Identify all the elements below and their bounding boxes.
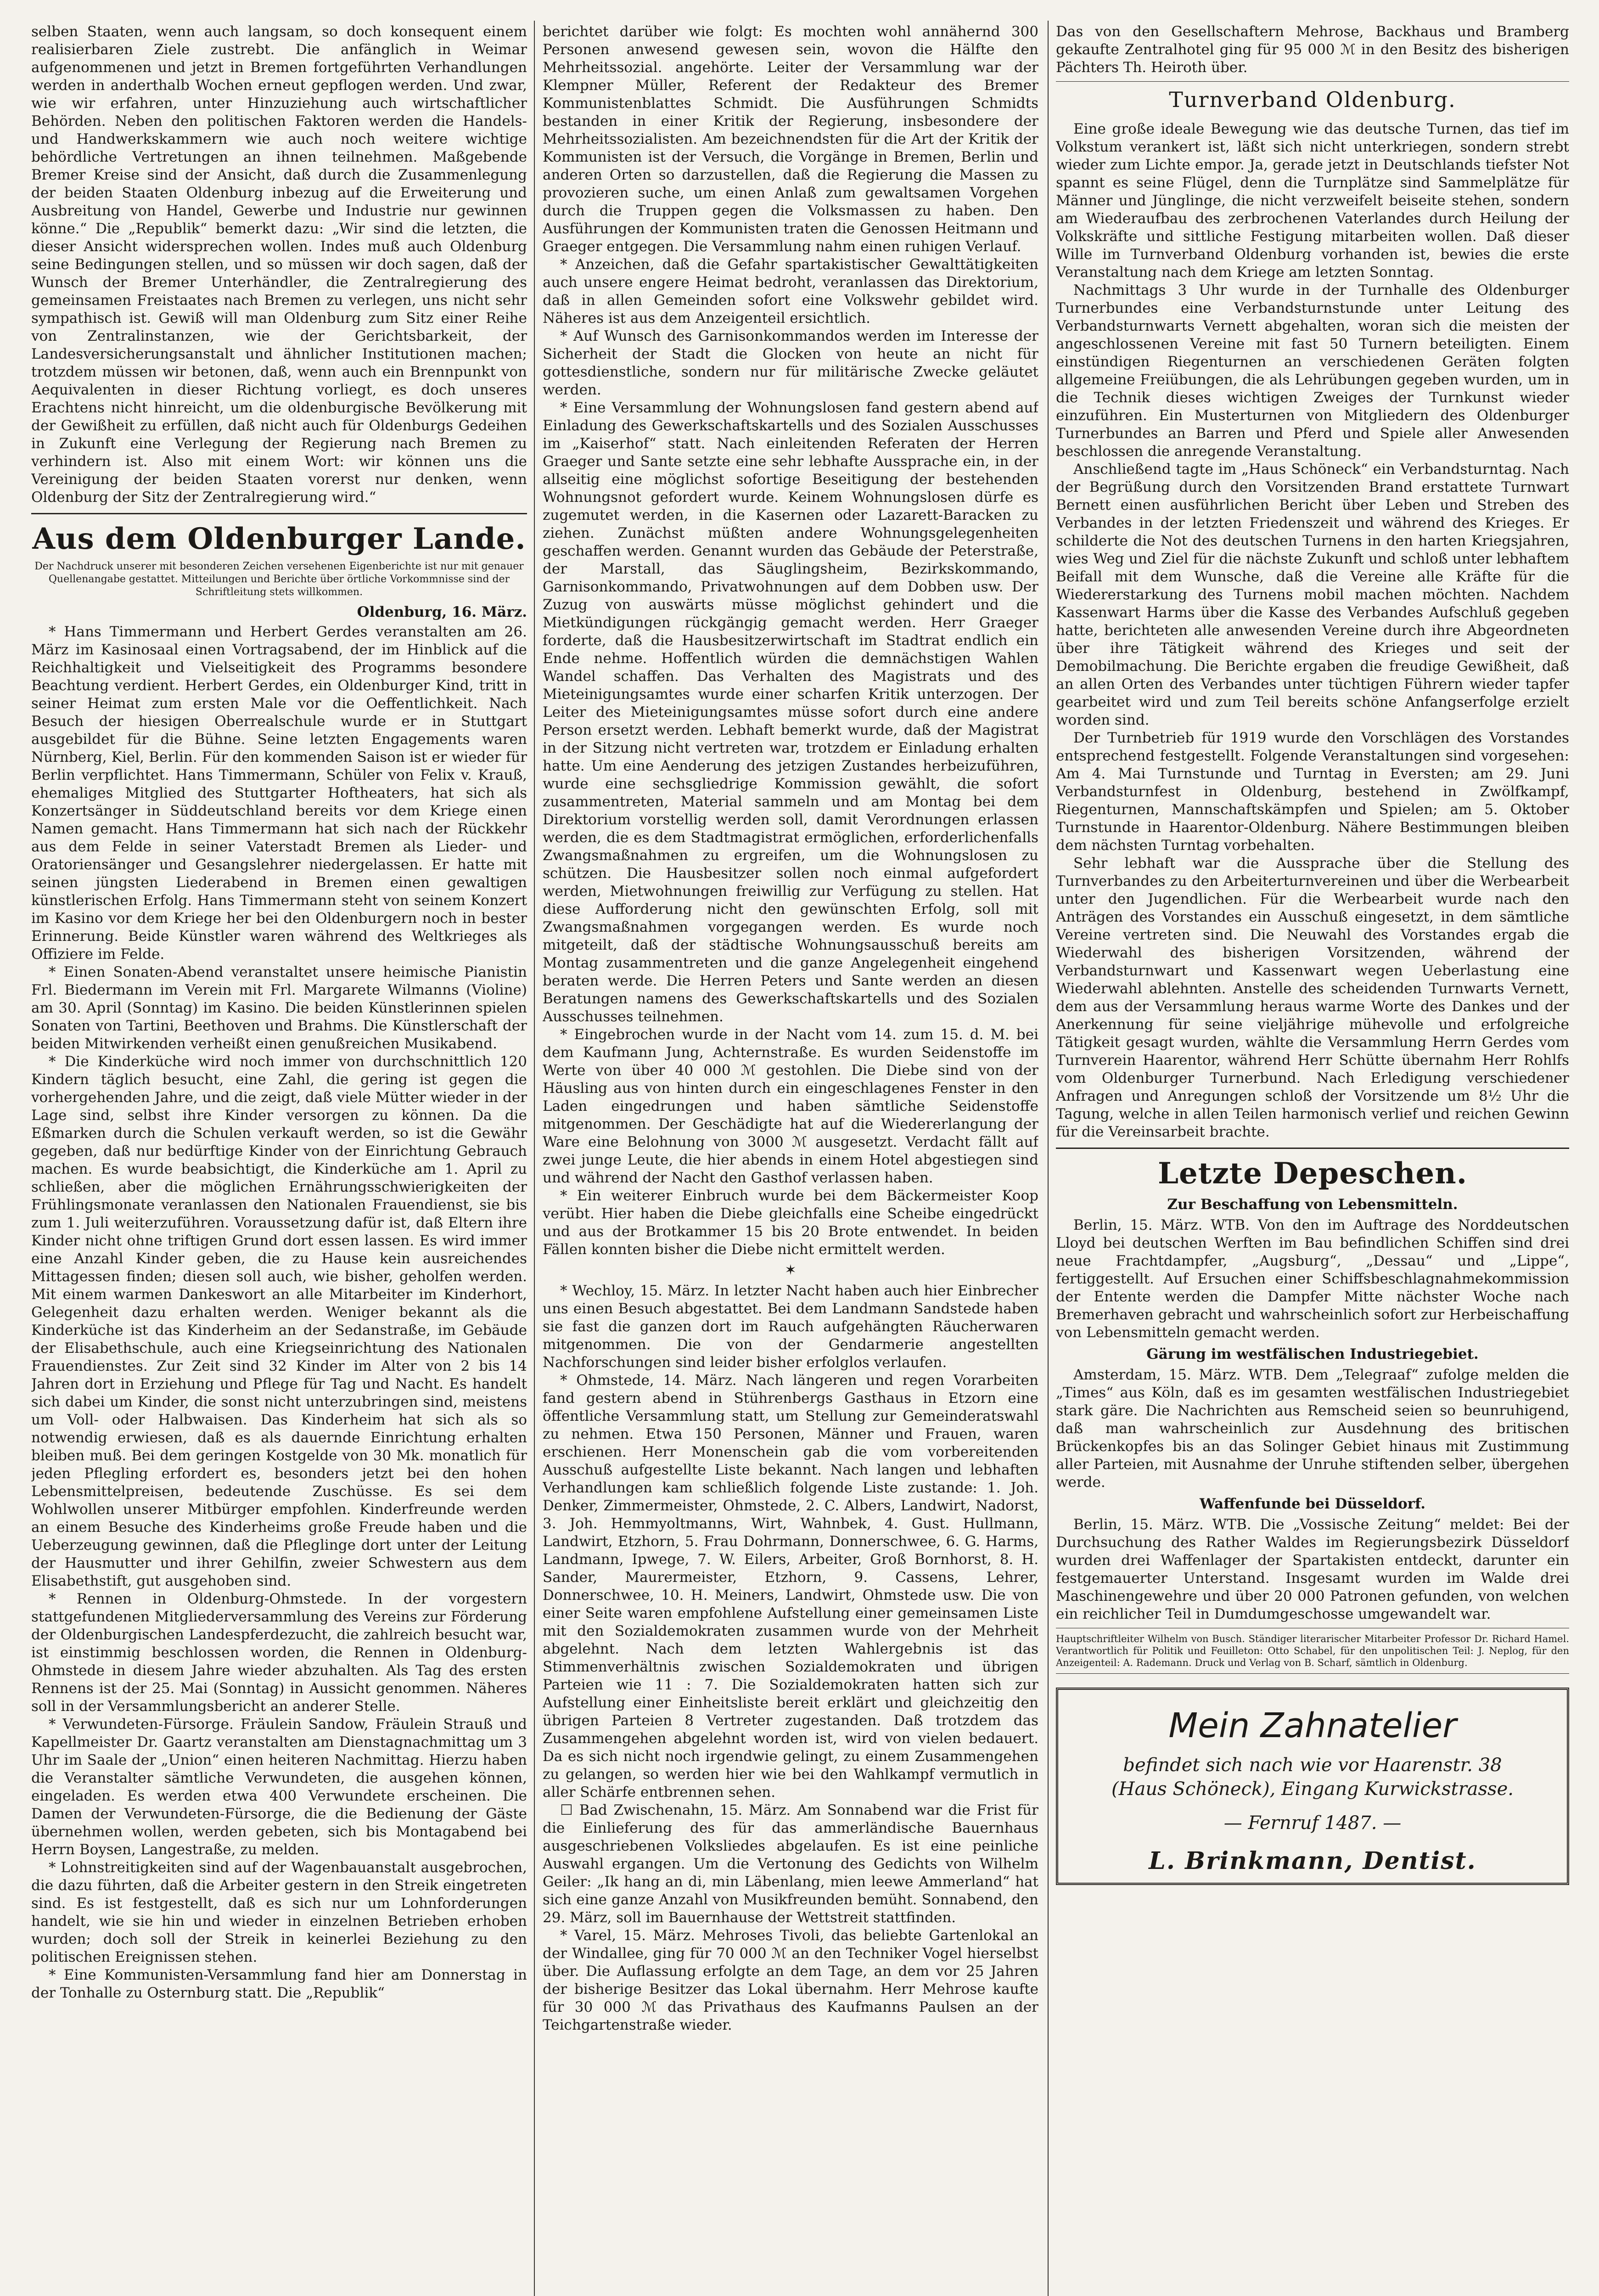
article-bad-zwischenahn: ☐ Bad Zwischenahn, 15. März. Am Sonnabend war die Frist für die Einlieferung des für das ammerländische Bauernhaus ausgeschriebenen Volksliedes abgelaufen. Es ist eine peinliche Auswahl ergangen. Um die Vertonung des Gedichts von Wilhelm Geiler: „Ik hang an di, min Läbenlang, mien leewe Ammerland“ hat sich eine ganze Anzahl von Musikfreunden bemüht. Sonnabend, den 29. März, soll im Bauernhause der Wettstreit stattfinden. [543, 1802, 1038, 1926]
advertisement-zahnatelier [1056, 1688, 1569, 1885]
article-continuation: berichtet darüber wie folgt: Es mochten wohl annähernd 300 Personen anwesend gewesen sein, wovon die Hälfte den Mehrheitssozial. angehörte. Leiter der Versammlung war der Klempner Müller, Referent der Redakteur des Bremer Kommunistenblattes Schmidt. Die Ausführungen Schmidts bestanden in einer Kritik der Regierung, insbesondere der Mehrheitssozialisten. Am bezeichnendsten für die Art der Kritik der Kommunisten ist der Versuch, die Vorgänge in Bremen, Berlin und anderen Orten so darzustellen, daß die Regierung die Massen zu provozieren suche, um einen Anlaß zum gewaltsamen Vorgehen durch die Truppen gegen die Volksmassen zu haben. Den Ausführungen der Kommunisten traten die Genossen Heitmann und Graeger entgegen. Die Versammlung nahm einen ruhigen Verlauf. [543, 23, 1038, 255]
article-turnverband-turntag: Anschließend tagte im „Haus Schöneck“ ein Verbandsturntag. Nach der Begrüßung durch den Vorsitzenden Brand erstattete Turnwart Bernett einen ausführlichen Bericht über Leben und Streben des Verbandes in der letzten Friedenszeit und während des Krieges. Er schilderte die Not des deutschen Turnens in den harten Kriegsjahren, wies Weg und Ziel für die nächste Zukunft und schloß unter lebhaftem Beifall mit dem Wunsche, daß die Vereine alle Kräfte für die Wiedererstarkung des Turnens mobil machen möchten. Nachdem Kassenwart Harms über die Kasse des Verbandes Aufschluß gegeben hatte, berichteten alle anwesenden Vereine durch ihre Abgeordneten über ihre Tätigkeit während des Krieges und seit der Demobilmachung. Die Berichte ergaben die freudige Gewißheit, daß an allen Orten des Verbandes unter tüchtigen Führern wieder tapfer gearbeitet wird und zum Teil bereits schöne Anfangserfolge erzielt worden sind. [1056, 461, 1569, 728]
separator-star: ✶ [785, 1262, 797, 1278]
article-einbruch-jung: * Eingebrochen wurde in der Nacht vom 14. zum 15. d. M. bei dem Kaufmann Jung, Achternstraße. Es wurden Seidenstoffe im Werte von über 40 000 ℳ gestohlen. Die Diebe sind von der Häusling aus von hinten durch ein eingeschlagenes Fenster in den Laden eingedrungen und haben sämtliche Seidenstoffe mitgenommen. Der Geschädigte hat auf die Wiedererlangung der Ware eine Belohnung von 3000 ℳ ausgesetzt. Verdacht fällt auf zwei junge Leute, die hier abends in einem Hotel abgestiegen sind und während der Nacht den Gasthof verlassen haben. [543, 1026, 1038, 1186]
article-garnisonkommando: * Auf Wunsch des Garnisonkommandos werden im Interesse der Sicherheit der Stadt die Glocken von heute an nicht für gottesdienstliche, sondern nur für militärische Zwecke geläutet werden. [543, 328, 1038, 398]
article-einbruch-koop: * Ein weiterer Einbruch wurde bei dem Bäckermeister Koop verübt. Hier haben die Diebe gleichfalls eine Scheibe eingedrückt und aus der Brotkammer 15 bis 20 Brote entwendet. In beiden Fällen konnten bisher die Diebe nicht ermittelt werden. [543, 1187, 1038, 1258]
column-rule [1048, 21, 1049, 2296]
article-continuation: selben Staaten, wenn auch langsam, so doch konsequent einem realisierbaren Ziele zustrebt. Die anfänglich in Weimar aufgenommenen und jetzt in Bremen fortgeführten Verhandlungen werden in anderthalb Wochen erneut gepflogen werden. Und zwar, wie wir erfahren, unter Hinzuziehung auch wirtschaftlicher Behörden. Neben den politischen Faktoren werden die Handels- und Handwerkskammern wie auch noch weitere wichtige behördliche Vertretungen an ihnen teilnehmen. Maßgebende Bremer Kreise sind der Ansicht, daß durch die Zusammenlegung der beiden Staaten Oldenburg inbezug auf die Erweiterung und Ausbreitung von Handel, Gewerbe und Industrie nur gewinnen könne.“ Die „Republik“ bemerkt dazu: „Wir sind die letzten, die dieser Ansicht widersprechen wollen. Indes muß auch Oldenburg seine Bedingungen stellen, und so müssen wir doch sagen, daß der Wunsch der Bremer Unterhändler, die Zentralregierung des gemeinsamen Freistaates nach Bremen zu verlegen, uns nicht sehr sympathisch ist. Gewiß will man Oldenburg zum Sitz einer Reihe von Zentralinstanzen, wie der Gerichtsbarkeit, der Landesversicherungsanstalt und ähnlicher Institutionen machen; trotzdem müssen wir betonen, daß, wenn auch ein Brennpunkt von Aequivalenten in dieser Richtung vorliegt, es doch unseres Erachtens nicht hinreicht, um die oldenburgische Bevölkerung mit der Gewißheit zu erfüllen, daß nicht auch für Oldenburgs Gedeihen in Zukunft eine Verlegung der Regierung nach Bremen zu verhindern ist. Also mit einem Wort: wir können uns die Vereinigung der beiden Staaten vorerst nur denken, wenn Oldenburg der Sitz der Zentralregierung wird.“ [31, 23, 527, 506]
article-industriegebiet: Amsterdam, 15. März. WTB. Dem „Telegraaf“ zufolge melden die „Times“ aus Köln, daß es im gesamten westfälischen Industriegebiet stark gäre. Die Nachrichten aus Remscheid seien so beunruhigend, daß man wahrscheinlich zur Ausdehnung des britischen Brückenkopfes bis an das Solinger Gebiet hinaus mit Zustimmung aller Parteien, mit Ausnahme der Unruhe stiftenden selber, übergehen werde. [1056, 1367, 1569, 1491]
ad-name: L. Brinkmann, Dentist. [1149, 1847, 1476, 1875]
imprint: Hauptschriftleiter Wilhelm von Busch. Ständiger literarischer Mitarbeiter Professor Dr. Richard Hamel. Verantwortlich für Politik und Feuilleton: Otto Schabel, für den unpolitischen Teil: J. Neplog, für den Anzeigenteil: A. Rademann. Druck und Verlag von B. Scharf, sämtlich in Oldenburg. [1056, 1633, 1569, 1668]
article-turnverband-turnstunde: Nachmittags 3 Uhr wurde in der Turnhalle des Oldenburger Turnerbundes eine Verbandsturnstunde unter Leitung des Verbandsturnwarts Vernett abgehalten, woran sich die meisten der angeschlossenen Vereine mit fast 50 Turnern beteiligten. Einem einstündigen Riegenturnen an verschiedenen Geräten folgten allgemeine Freiübungen, die als Lehrübungen gegeben wurden, um in die Technik dieses wichtigen Zweiges der Turnkunst wieder einzuführen. Ein Musterturnen von Mitgliedern des Oldenburger Turnerbundes an Barren und Pferd und Spiele aller Anwesenden beschlossen die anregende Veranstaltung. [1056, 282, 1569, 460]
article-turnverband-intro: Eine große ideale Bewegung wie das deutsche Turnen, das tief im Volkstum verankert ist, läßt sich nicht unterkriegen, sondern strebt wieder zum Lichte empor. Ja, gerade jetzt in Deutschlands tiefster Not spannt es seine Flügel, denn die Turnplätze sind Sammelplätze für Männer und Jünglinge, die nicht verzweifelt beiseite stehen, sondern am Wiederaufbau des zerbrochenen Vaterlandes durch Heilung der Volkskräfte und sittliche Festigung mitarbeiten wollen. Daß dieser Wille im Turnverband Oldenburg vorhanden ist, bewies die erste Veranstaltung nach dem Kriege am letzten Sonntag. [1056, 121, 1569, 281]
article-ohmstede: * Ohmstede, 14. März. Nach längeren und regen Vorarbeiten fand gestern abend in Stührenbergs Gasthaus in Etzorn eine öffentliche Versammlung statt, um Stellung zur Gemeinderatswahl zu nehmen. Etwa 150 Personen, Männer und Frauen, waren erschienen. Herr Monenschein gab die vom vorbereitenden Ausschuß aufgestellte Liste bekannt. Nach langen und lebhaften Verhandlungen kam schließlich folgende Liste zustande: 1. Joh. Denker, Zimmermeister, Ohmstede, 2. C. Albers, Landwirt, Nadorst, 3. Joh. Hemmyoltmanns, Wirt, Wahnbek, 4. Gust. Hullmann, Landwirt, Etzhorn, 5. Frau Dohrmann, Donnerschwee, 6. G. Harms, Landmann, Ipwege, 7. W. Eilers, Arbeiter, Groß Bornhorst, 8. H. Sander, Maurermeister, Etzhorn, 9. Cassens, Lehrer, Donnerschwee, 10. H. Meiners, Landwirt, Ohmstede usw. Die von einer Seite waren empfohlene Aufstellung einer gemeinsamen Liste mit den Sozialdemokraten zusammen wurde von der Mehrheit abgelehnt. Nach dem letzten Wahlergebnis ist das Stimmenverhältnis zwischen Sozialdemokraten und übrigen Parteien wie 11 : 7. Die Sozialdemokraten hatten sich zur Aufstellung einer Einheitsliste bereit erklärt und gleichzeitig den übrigen Parteien 8 Vertreter zugestanden. Daß trotzdem das Zusammengehen abgelehnt worden ist, wird von vielen bedauert. Da es sich nicht noch irgendwie gelingt, zu einem Zusammengehen zu gelangen, so werden hier wie bei den Wahlkampf vermutlich in aller Schärfe entbrennen sehen. [543, 1372, 1038, 1801]
dateline: Oldenburg, 16. März. [357, 604, 527, 620]
section-divider [1056, 1148, 1569, 1149]
ad-title: Mein Zahnatelier [1168, 1706, 1457, 1745]
article-continuation: Das von den Gesellschaftern Mehrose, Backhaus und Bramberg gekaufte Zentralhotel ging für 95 000 ℳ in den Besitz des bisherigen Pächters Th. Heiroth über. [1056, 23, 1569, 76]
article-varel: * Varel, 15. März. Mehroses Tivoli, das beliebte Gartenlokal an der Windallee, ging für 70 000 ℳ an den Techniker Vogel hierselbst über. Die Auflassung erfolgte an dem Tage, an dem vor 25 Jahren der bisherige Besitzer das Lokal übernahm. Herr Mehrose kaufte für 30 000 ℳ das Privathaus des Kaufmanns Paulsen an der Teichgartenstraße wieder. [543, 1927, 1038, 2033]
subheading: Waffenfunde bei Düsseldorf. [1199, 1496, 1426, 1512]
article-gewalttaetigkeiten: * Anzeichen, daß die Gefahr spartakistischer Gewalttätigkeiten auch unsere engere Heimat bedroht, veranlassen das Direktorium, daß in allen Gemeinden sofort eine Volkswehr gebildet wird. Näheres ist aus dem Anzeigenteil ersichtlich. [543, 256, 1038, 326]
column-2 [543, 23, 1038, 2296]
ad-phone: — Fernruf 1487. — [1223, 1812, 1402, 1834]
article-wechloy: * Wechloy, 15. März. In letzter Nacht haben auch hier Einbrecher uns einen Besuch abgestattet. Bei dem Landmann Sandstede haben sie fast die ganzen dort im Rauch aufgehängten Räucherwaren mitgenommen. Die von der Gendarmerie angestellten Nachforschungen sind leider bisher erfolglos verlaufen. [543, 1283, 1038, 1371]
section-divider [31, 513, 527, 514]
article-wohnungslose: * Eine Versammlung der Wohnungslosen fand gestern abend auf Einladung des Gewerkschaftskartells und des Sozialen Ausschusses im „Kaiserhof“ statt. Nach einleitenden Referaten der Herren Graeger und Sante setzte eine sehr lebhafte Aussprache ein, in der allseitig eine möglichst sofortige Beseitigung der bestehenden Wohnungsnot gefordert wurde. Keinem Wohnungslosen dürfe es zugemutet werden, in die Kasernen oder Lazarett-Baracken zu ziehen. Zunächst müßten andere Wohnungsgelegenheiten geschaffen werden. Genannt wurden das Gebäude der Peterstraße, der Marstall, das Säuglingsheim, Bezirkskommando, Garnisonkommando, Privatwohnungen auf dem Dobben usw. Der Zuzug von auswärts müsse möglichst gehindert und die Mietkündigungen rückgängig gemacht werden. Herr Graeger forderte, daß die Hausbesitzerwirtschaft im Stadtrat endlich ein Ende nehme. Hoffentlich würden die demnächstigen Wahlen Wandel schaffen. Das Verhalten des Magistrats und des Mieteinigungsamtes wurde einer scharfen Kritik unterzogen. Der Leiter des Mieteinigungsamtes müsse sofort durch eine andere Person ersetzt werden. Lebhaft bemerkt wurde, daß der Magistrat in der Sitzung nicht vertreten war, trotzdem er Einladung erhalten hatte. Um eine Aenderung des jetzigen Zustandes herbeizuführen, wurde eine sechsgliedrige Kommission gewählt, die sofort zusammentreten, Material sammeln und am Montag bei dem Direktorium vorstellig werden soll, damit Verordnungen erlassen werden, die es dem Stadtmagistrat ermöglichen, erforderlichenfalls Zwangsmaßnahmen zu ergreifen, um die Wohnungslosen zu schützen. Die Hausbesitzer sollen noch einmal aufgefordert werden, Mietwohnungen freiwillig zur Verfügung zu stellen. Hat diese Aufforderung nicht den gewünschten Erfolg, soll mit Zwangsmaßnahmen vorgegangen werden. Es wurde noch mitgeteilt, daß der städtische Wohnungsausschuß bereits am Montag zusammentreten und die ganze Angelegenheit eingehend beraten werde. Die Herren Peters und Sante werden an diesen Beratungen namens des Gewerkschaftskartells und des Sozialen Ausschusses teilnehmen. [543, 400, 1038, 1025]
article-lebensmittel: Berlin, 15. März. WTB. Von den im Auftrage des Norddeutschen Lloyd bei deutschen Werften im Bau befindlichen Schiffen sind drei neue Frachtdampfer, „Augsburg“, „Dessau“ und „Lippe“, fertiggestellt. Auf Ersuchen einer Schiffsbeschlagnahmekommission der Entente werden die Dampfer Mitte nächster Woche nach Bremerhaven gebracht und wahrscheinlich sofort zur Herbeischaffung von Lebensmitteln gemacht werden. [1056, 1217, 1569, 1341]
article-verwundeten-fuersorge: * Verwundeten-Fürsorge. Fräulein Sandow, Fräulein Strauß und Kapellmeister Dr. Gaartz veranstalten am Dienstagnachmittag um 3 Uhr im Saale der „Union“ einen heiteren Nachmittag. Hierzu haben die Veranstalter sämtliche Verwundeten, die ausgehen können, eingeladen. Es werden etwa 400 Verwundete erscheinen. Die Damen der Verwundeten-Fürsorge, die die Bedienung der Gäste übernehmen wollen, werden gebeten, sich bis Montagabend bei Herrn Boysen, Langestraße, zu melden. [31, 1716, 527, 1858]
subheading: Gärung im westfälischen Industriegebiet. [1146, 1346, 1479, 1362]
article-turnverband-aussprache: Sehr lebhaft war die Aussprache über die Stellung des Turnverbandes zu den Arbeiterturnvereinen und über die Werbearbeit unter den Jugendlichen. Für die Werbearbeit wurde nach den Anträgen des Vorstandes ein Ausschuß eingesetzt, in dem sämtliche Vereine vertreten sind. Die Neuwahl des Vorstandes ergab die Wiederwahl des bisherigen Vorsitzenden, während der Verbandsturnwart und Kassenwart wegen Ueberlastung eine Wiederwahl ablehnten. Anstelle des scheidenden Turnwarts Vernett, dem aus der Versammlung heraus warme Worte des Dankes und der Anerkennung für seine vieljährige mühevolle und erfolgreiche Tätigkeit gesagt wurden, wählte die Versammlung Herrn Gerdes vom Turnverein Haarentor, während Herr Schütte übernahm Herr Rohlfs vom Oldenburger Turnerbund. Nach Erledigung verschiedener Anfragen und Anregungen schloß der Vorsitzende um 8½ Uhr die Tagung, welche in allen Teilen harmonisch verlief und reichen Gewinn für die Vereinsarbeit brachte. [1056, 855, 1569, 1140]
article-kinderkueche: * Die Kinderküche wird noch immer von durchschnittlich 120 Kindern täglich besucht, eine Zahl, die gering ist gegen die vorhergehenden Jahre, und die zeigt, daß viele Mütter wieder in der Lage sind, selbst ihre Kinder versorgen zu können. Da die Eßmarken durch die Schulen verkauft werden, so ist die Gewähr gegeben, daß nur bedürftige Kinder von der Einrichtung Gebrauch machen. Es wurde beabsichtigt, die Kinderküche am 1. April zu schließen, aber die möglichen Ernährungsschwierigkeiten der Frühlingsmonate veranlassen den Nationalen Frauendienst, sie bis zum 1. Juli weiterzuführen. Voraussetzung dafür ist, daß Eltern ihre Kinder nicht ohne triftigen Grund dort essen lassen. Es wird immer eine Anzahl Kinder geben, die zu Hause kein ausreichendes Mittagessen finden; diesen soll auch, wie bisher, geholfen werden. Mit einem warmen Dankeswort an alle Mitarbeiter im Kinderhort, Gelegenheit dazu erhalten werden. Weniger bekannt als die Kinderküche ist das Kinderheim an der Sedanstraße, im Gebäude der Elisabethschule, auch eine Kriegseinrichtung des Nationalen Frauendienstes. Zur Zeit sind 32 Kinder im Alter von 2 bis 14 Jahren dort in Erziehung und Pflege für Tag und Nacht. Es handelt sich dabei um Kinder, die sonst nicht unterzubringen sind, meistens um Voll- oder Halbwaisen. Das Kinderheim hat sich als so notwendig erwiesen, daß es als dauernde Einrichtung erhalten bleiben muß. Bei dem geringen Kostgelde von 30 Mk. monatlich für jeden Pflegling erfordert es, besonders jetzt bei den hohen Lebensmittelpreisen, bedeutende Zuschüsse. Es sei dem Wohlwollen unserer Mitbürger empfohlen. Kinderfreunde werden an einem Besuche des Kinderheims große Freude haben und die Ueberzeugung gewinnen, daß die Pfleglinge dort unter der Leitung der Hausmutter und ihrer Gehilfin, zweier Schwestern aus dem Elisabethstift, gut ausgehoben sind. [31, 1053, 527, 1589]
column-1 [31, 23, 527, 2296]
ad-address-line: befindet sich nach wie vor Haarenstr. 38 [1123, 1755, 1502, 1776]
column-rule [534, 21, 535, 2296]
column-3 [1056, 23, 1569, 2296]
section-divider [1056, 81, 1569, 82]
section-title-depeschen: Letzte Depeschen. [1158, 1156, 1467, 1191]
section-title-turnverband: Turnverband Oldenburg. [1169, 87, 1456, 112]
article-vortragsabend: * Hans Timmermann und Herbert Gerdes veranstalten am 26. März im Kasinosaal einen Vortragsabend, der im Hinblick auf die Reichhaltigkeit und Vielseitigkeit des Programms besondere Beachtung verdient. Herbert Gerdes, ein Oldenburger Kind, tritt in seiner Heimat zum ersten Male vor die Oeffentlichkeit. Nach Besuch der hiesigen Oberrealschule wurde er in Stuttgart ausgebildet für die Bühne. Seine letzten Engagements waren Nürnberg, Kiel, Berlin. Für den kommenden Saison ist er wieder für Berlin verpflichtet. Hans Timmermann, Schüler von Felix v. Krauß, ehemaliges Mitglied des Stuttgarter Hoftheaters, hat sich als Konzertsänger in Süddeutschland bereits vor dem Kriege einen Namen gemacht. Hans Timmermann hat sich nach der Rückkehr aus dem Felde in seiner Vaterstadt Bremen als Lieder- und Oratoriensänger und Gesangslehrer niedergelassen. Er hatte mit seinen jüngsten Liederabend in Bremen einen gewaltigen künstlerischen Erfolg. Hans Timmermann steht von seinem Konzert im Kasino vor dem Kriege her bei den Oldenburgern noch in bester Erinnerung. Beide Künstler waren während des Weltkrieges als Offiziere im Felde. [31, 624, 527, 962]
ad-address-line: (Haus Schöneck), Eingang Kurwickstrasse. [1111, 1778, 1514, 1800]
section-divider [1056, 1673, 1569, 1674]
article-waffenfunde: Berlin, 15. März. WTB. Die „Vossische Zeitung“ meldet: Bei der Durchsuchung des Rather Waldes im Regierungsbezirk Düsseldorf wurden drei Waffenlager der Spartakisten entdeckt, darunter ein festgemauerter Unterstand. Insgesamt wurden im Walde drei Maschinengewehre und über 20 000 Patronen gefunden, von welchen ein reichlicher Teil in Dumdumgeschosse umgewandelt war. [1056, 1516, 1569, 1622]
article-lohnstreitigkeiten: * Lohnstreitigkeiten sind auf der Wagenbauanstalt ausgebrochen, die dazu führten, daß die Arbeiter gestern in den Streik eingetreten sind. Es ist festgestellt, daß es sich nur um Lohnforderungen handelt, wie sie hin und wieder in einzelnen Betrieben erhoben wurden; doch soll der Streik in keinerlei Beziehung zu den politischen Ereignissen stehen. [31, 1859, 527, 1965]
section-title: Aus dem Oldenburger Lande. [32, 522, 526, 556]
article-turnverband-turnbetrieb: Der Turnbetrieb für 1919 wurde den Vorschlägen des Vorstandes entsprechend festgestellt. Folgende Veranstaltungen sind vorgesehen: Am 4. Mai Turnstunde und Turntag in Eversten; am 29. Juni Verbandsturnfest in Oldenburg, bestehend in Zwölfkampf, Riegenturnen, Mannschaftskämpfen und Spielen; am 5. Oktober Turnstunde in Haarentor-Oldenburg. Nähere Bestimmungen bleiben dem nächsten Turntag vorbehalten. [1056, 730, 1569, 854]
subheading: Zur Beschaffung von Lebensmitteln. [1167, 1196, 1458, 1213]
article-sonaten-abend: * Einen Sonaten-Abend veranstaltet unsere heimische Pianistin Frl. Biedermann im Verein mit Frl. Margarete Wilmanns (Violine) am 30. April (Sonntag) im Kasino. Die beiden Künstlerinnen spielen Sonaten von Tartini, Beethoven und Brahms. Die Künstlerschaft der beiden Mitwirkenden verheißt einen genußreichen Musikabend. [31, 964, 527, 1052]
article-rennen: * Rennen in Oldenburg-Ohmstede. In der vorgestern stattgefundenen Mitgliederversammlung des Vereins zur Förderung der Oldenburgischen Landespferdezucht, die zahlreich besucht war, ist einstimmig beschlossen worden, die Rennen in Oldenburg-Ohmstede in diesem Jahre wieder abzuhalten. Als Tag des ersten Rennens ist der 25. Mai (Sonntag) in Aussicht genommen. Näheres soll in der Versammlungsbericht an anderer Stelle. [31, 1591, 527, 1715]
article-kommunisten-versammlung: * Eine Kommunisten-Versammlung fand hier am Donnerstag in der Tonhalle zu Osternburg statt. Die „Republik“ [31, 1967, 527, 2001]
reprint-note: Der Nachdruck unserer mit besonderen Zeichen versehenen Eigenberichte ist nur mit genauer Quellenangabe gestattet. Mitteilungen und Berichte über örtliche Vorkommnisse sind der Schriftleitung stets willkommen. [34, 561, 524, 598]
